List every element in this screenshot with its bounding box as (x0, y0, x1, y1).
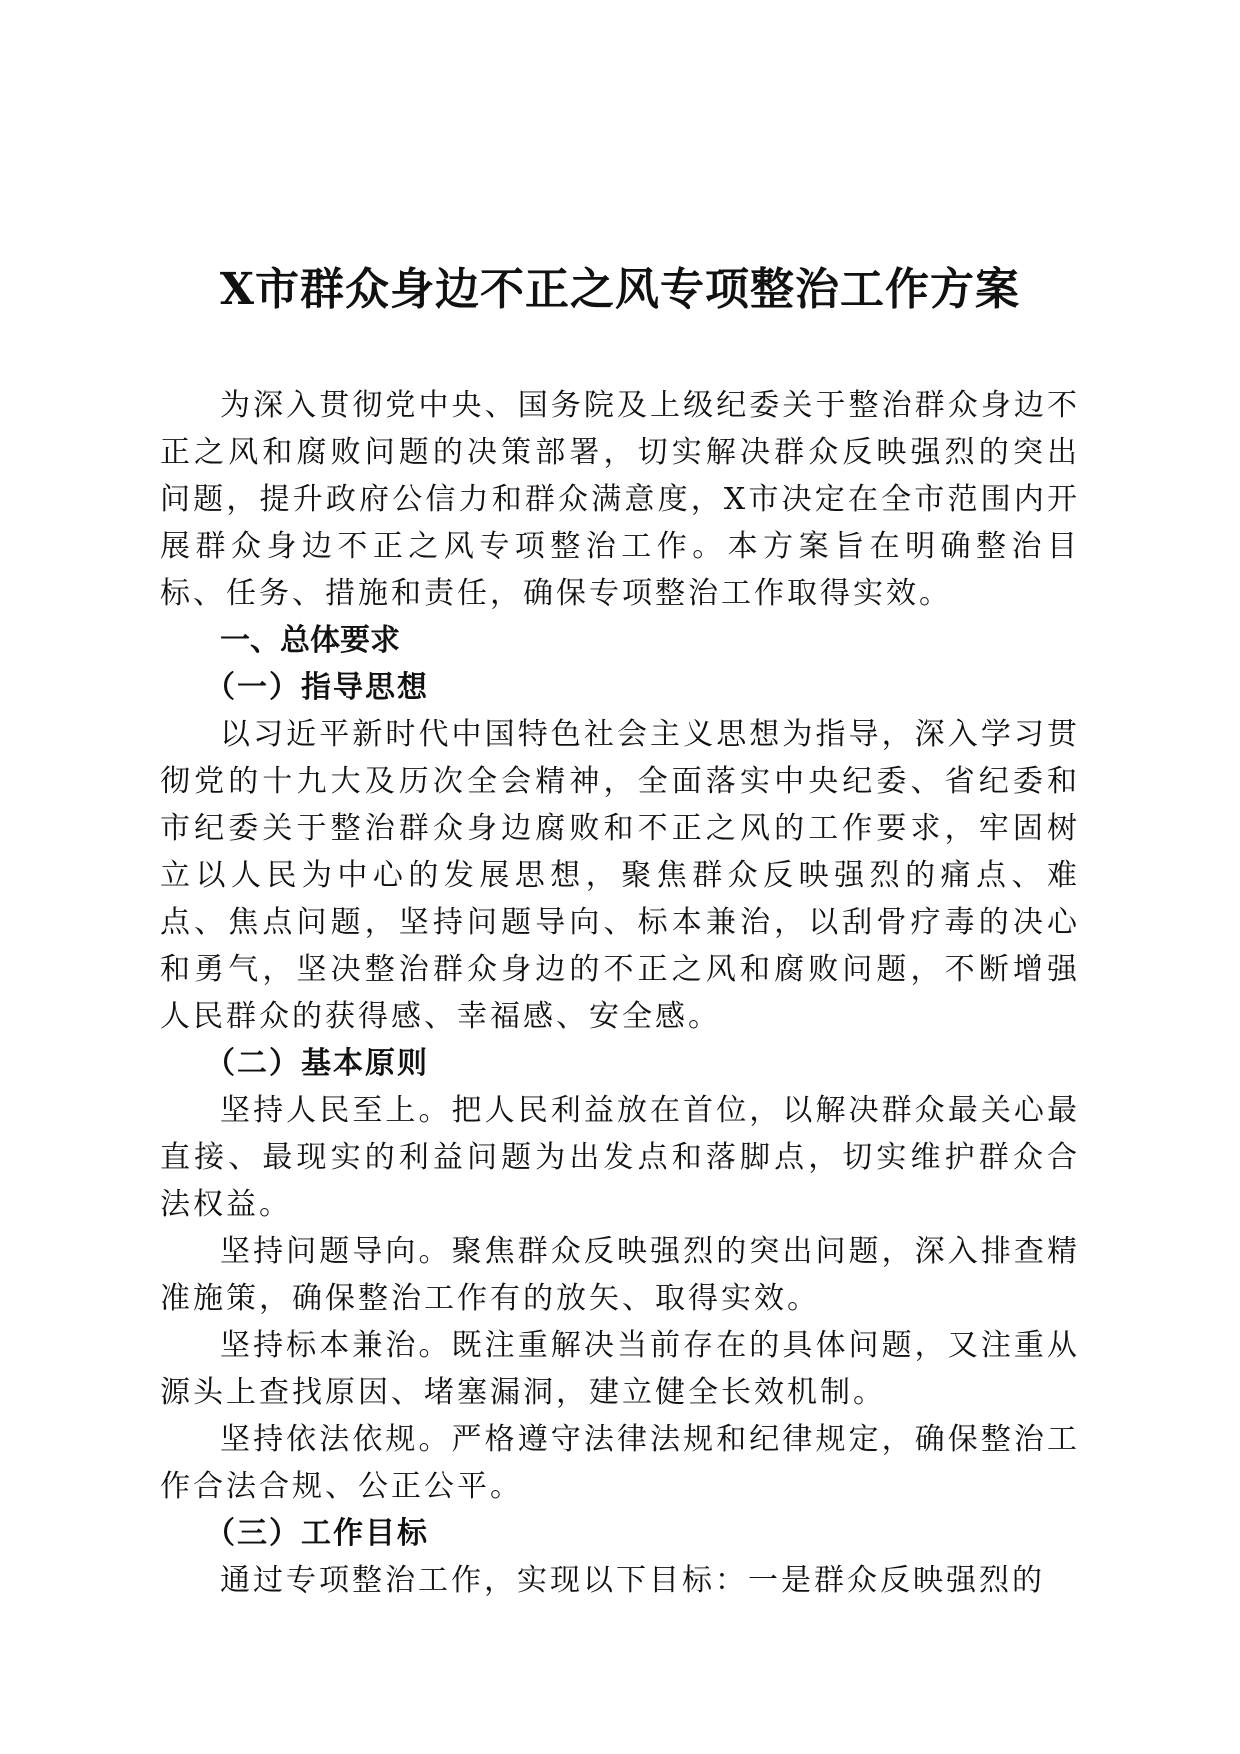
principle-problem-oriented: 坚持问题导向。聚焦群众反映强烈的突出问题，深入排查精准施策，确保整治工作有的放矢、取得实效。 (160, 1234, 1080, 1316)
guiding-ideology-paragraph: 以习近平新时代中国特色社会主义思想为指导，深入学习贯彻党的十九大及历次全会精神，全面落实中央纪委、省纪委和市纪委关于整治群众身边腐败和不正之风的工作要求，牢固树立以人民为中心的发展思想，聚焦群众反映强烈的痛点、难点、焦点问题，坚持问题导向、标本兼治，以刮骨疗毒的决心和勇气，坚决整治群众身边的不正之风和腐败问题，不断增强人民群众的获得感、幸福感、安全感。 (160, 717, 1080, 1034)
document-body (160, 382, 1080, 1604)
subsection-heading-basic-principles: （二）基本原则 (205, 1046, 429, 1081)
intro-paragraph: 为深入贯彻党中央、国务院及上级纪委关于整治群众身边不正之风和腐败问题的决策部署，切实解决群众反映强烈的突出问题，提升政府公信力和群众满意度，X市决定在全市范围内开展群众身边不正之风专项整治工作。本方案旨在明确整治目标、任务、措施和责任，确保专项整治工作取得实效。 (160, 388, 1080, 611)
principle-rule-of-law: 坚持依法依规。严格遵守法律法规和纪律规定，确保整治工作合法合规、公正公平。 (160, 1422, 1080, 1504)
subsection-heading-work-goals: （三）工作目标 (205, 1516, 429, 1551)
principle-people-first: 坚持人民至上。把人民利益放在首位，以解决群众最关心最直接、最现实的利益问题为出发点和落脚点，切实维护群众合法权益。 (160, 1093, 1080, 1222)
work-goals-paragraph: 通过专项整治工作，实现以下目标：一是群众反映强烈的 (220, 1563, 1045, 1598)
principle-root-and-branch: 坚持标本兼治。既注重解决当前存在的具体问题，又注重从源头上查找原因、堵塞漏洞，建立健全长效机制。 (160, 1328, 1080, 1410)
document-title: X市群众身边不正之风专项整治工作方案 (219, 264, 1021, 315)
subsection-heading-guiding-ideology: （一）指导思想 (205, 670, 429, 705)
document-page (160, 0, 1080, 1754)
section-heading-general-requirements: 一、总体要求 (220, 623, 400, 658)
